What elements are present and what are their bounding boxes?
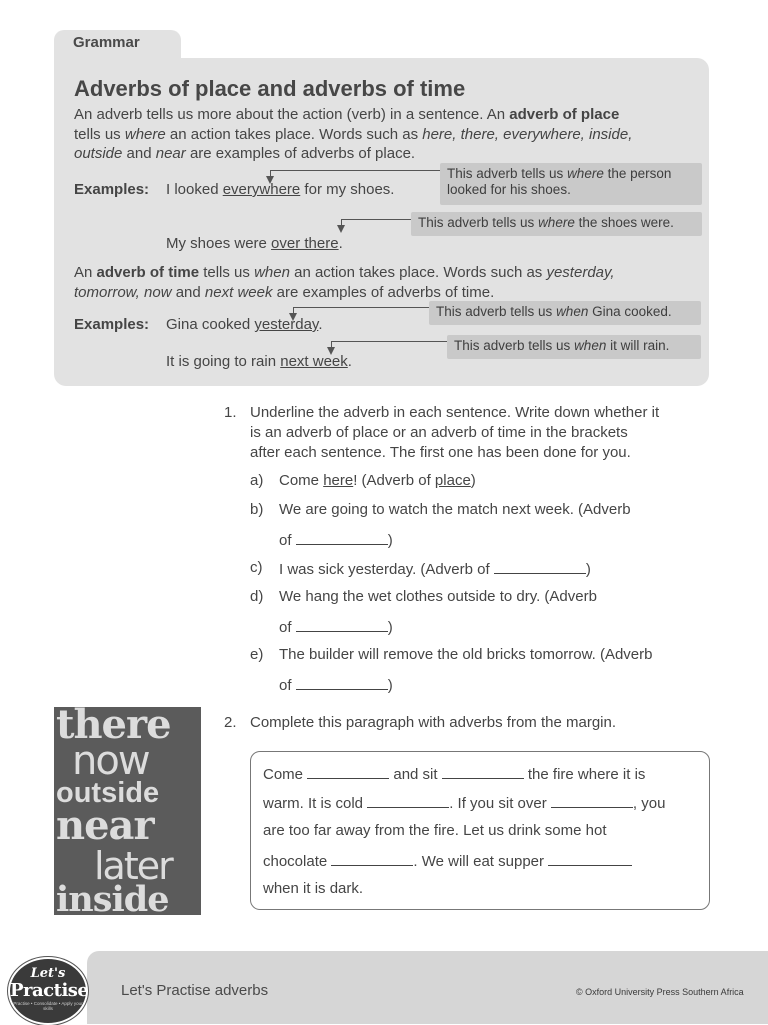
margin-word: inside bbox=[56, 879, 169, 915]
margin-word: outside bbox=[56, 777, 160, 809]
question-number: 1. bbox=[224, 404, 237, 421]
exercise-item: I was sick yesterday. (Adverb of ) bbox=[279, 561, 591, 578]
exercise-item: We hang the wet clothes outside to dry. (Adverb bbox=[279, 588, 597, 605]
copyright-notice: © Oxford University Press Southern Africa bbox=[576, 987, 744, 997]
item-letter: a) bbox=[250, 472, 264, 489]
paragraph-line: are too far away from the fire. Let us drink some hot bbox=[263, 822, 607, 839]
example-sentence: Gina cooked yesterday. bbox=[166, 316, 323, 333]
answer-blank[interactable] bbox=[548, 851, 632, 866]
callout-when-gina: This adverb tells us when Gina cooked. bbox=[429, 301, 701, 325]
intro-time-paragraph: An adverb of time tells us when an action takes place. Words such as yesterday, tomorrow, now and next week are examples of adverbs of time. bbox=[74, 264, 615, 301]
answer-blank[interactable] bbox=[442, 764, 524, 779]
example-sentence: My shoes were over there. bbox=[166, 235, 343, 252]
paragraph-line: Come and sit the fire where it is bbox=[263, 766, 646, 783]
answer-blank[interactable] bbox=[551, 793, 633, 808]
example-sentence: I looked everywhere for my shoes. bbox=[166, 181, 395, 198]
exercise-item: Come here! (Adverb of place) bbox=[279, 472, 476, 489]
arrow-down-icon bbox=[337, 225, 345, 233]
arrow-down-icon bbox=[266, 176, 274, 184]
margin-word: now bbox=[72, 738, 149, 784]
exercise-item: The builder will remove the old bricks tomorrow. (Adverb bbox=[279, 646, 653, 663]
grammar-tab-label: Grammar bbox=[73, 34, 140, 51]
connector-line bbox=[341, 219, 411, 220]
page-title: Adverbs of place and adverbs of time bbox=[74, 76, 466, 101]
question-text-line: Underline the adverb in each sentence. Write down whether it bbox=[250, 404, 660, 421]
callout-where-shoes: This adverb tells us where the shoes were. bbox=[411, 212, 702, 236]
exercise-item: of ) bbox=[279, 619, 393, 636]
answer-blank[interactable] bbox=[307, 764, 389, 779]
examples-label: Examples: bbox=[74, 316, 150, 333]
callout-when-rain: This adverb tells us when it will rain. bbox=[447, 335, 701, 359]
question-text-line: Complete this paragraph with adverbs from the margin. bbox=[250, 714, 617, 731]
connector-line bbox=[270, 170, 440, 171]
exercise-item: of ) bbox=[279, 532, 393, 549]
logo-text-sub: Practise • Consolidate • Apply your skills bbox=[13, 1001, 83, 1011]
question-number: 2. bbox=[224, 714, 237, 731]
item-letter: d) bbox=[250, 588, 264, 605]
exercise-item: We are going to watch the match next week. (Adverb bbox=[279, 501, 631, 518]
answer-blank[interactable] bbox=[296, 530, 388, 545]
lets-practise-logo bbox=[8, 957, 88, 1025]
connector-line bbox=[293, 307, 429, 308]
answer-blank[interactable] bbox=[296, 675, 388, 690]
logo-text-top: Let's bbox=[30, 966, 66, 981]
example-sentence: It is going to rain next week. bbox=[166, 353, 352, 370]
item-letter: b) bbox=[250, 501, 264, 518]
question-text-line: is an adverb of place or an adverb of time in the brackets bbox=[250, 424, 628, 441]
answer-blank[interactable] bbox=[296, 617, 388, 632]
fill-in-paragraph-box bbox=[250, 751, 710, 910]
footer-title: Let's Practise adverbs bbox=[121, 982, 269, 999]
item-letter: e) bbox=[250, 646, 264, 663]
margin-word: near bbox=[56, 802, 154, 849]
intro-place-paragraph: An adverb tells us more about the action (verb) in a sentence. An adverb of place tells us where an action takes place. Words such as here, there, everywhere, inside, outside and near are examples of adverbs of place. bbox=[74, 106, 633, 162]
examples-label: Examples: bbox=[74, 181, 150, 198]
paragraph-line: when it is dark. bbox=[263, 880, 364, 897]
answer-blank[interactable] bbox=[367, 793, 449, 808]
margin-word: later bbox=[94, 844, 172, 888]
arrow-down-icon bbox=[327, 347, 335, 355]
logo-text-main: Practise bbox=[10, 980, 89, 1001]
paragraph-line: warm. It is cold . If you sit over , you bbox=[263, 795, 666, 812]
answer-blank[interactable] bbox=[494, 559, 586, 574]
arrow-down-icon bbox=[289, 313, 297, 321]
margin-word-bank bbox=[54, 707, 201, 915]
exercise-item: of ) bbox=[279, 677, 393, 694]
item-letter: c) bbox=[250, 559, 263, 576]
callout-where-person: This adverb tells us where the person looked for his shoes. bbox=[440, 163, 702, 205]
paragraph-line: chocolate . We will eat supper bbox=[263, 851, 632, 870]
answer-blank[interactable] bbox=[331, 851, 413, 866]
question-text-line: after each sentence. The first one has been done for you. bbox=[250, 444, 631, 461]
connector-line bbox=[331, 341, 447, 342]
margin-word: there bbox=[56, 707, 171, 748]
